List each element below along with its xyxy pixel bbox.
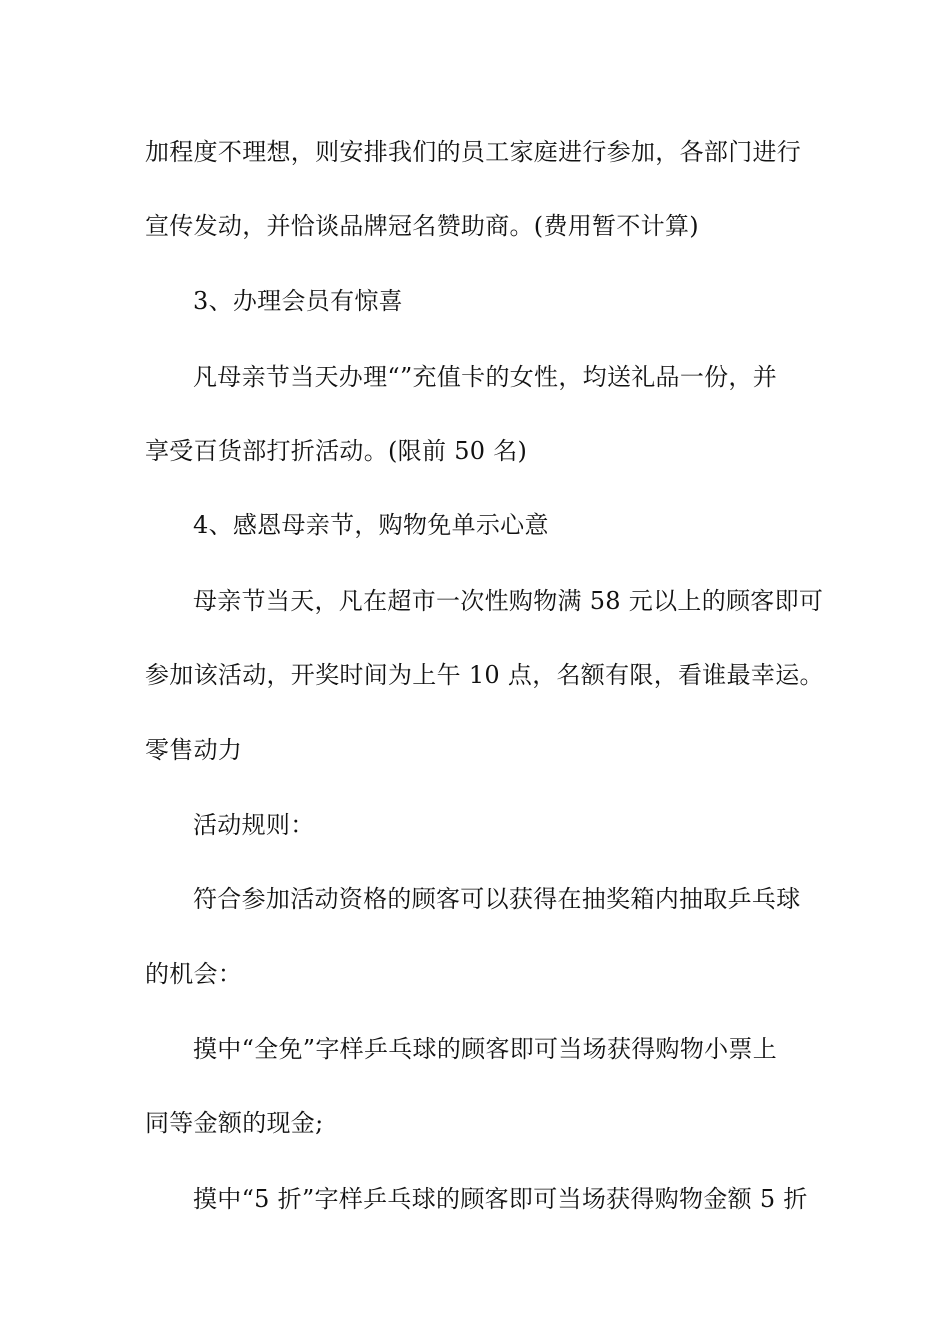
paragraph-line: 宣传发动，并恰谈品牌冠名赞助商。(费用暂不计算) <box>145 212 699 240</box>
paragraph-line: 同等金额的现金; <box>145 1109 324 1137</box>
paragraph-line: 摸中“5 折”字样乒乓球的顾客即可当场获得购物金额 5 折 <box>193 1185 808 1213</box>
paragraph-line: 凡母亲节当天办理“”充值卡的女性，均送礼品一份，并 <box>193 363 778 391</box>
section-heading: 4、感恩母亲节，购物免单示心意 <box>193 511 549 539</box>
paragraph-line: 零售动力 <box>145 736 243 764</box>
section-heading: 3、办理会员有惊喜 <box>193 287 403 315</box>
paragraph-line: 加程度不理想，则安排我们的员工家庭进行参加，各部门进行 <box>145 138 802 166</box>
paragraph-line: 享受百货部打折活动。(限前 50 名) <box>145 437 528 465</box>
paragraph-line: 母亲节当天，凡在超市一次性购物满 58 元以上的顾客即可 <box>193 587 824 615</box>
paragraph-line: 参加该活动，开奖时间为上午 10 点，名额有限，看谁最幸运。 <box>145 661 824 689</box>
paragraph-line: 符合参加活动资格的顾客可以获得在抽奖箱内抽取乒乓球 <box>193 885 801 913</box>
paragraph-line: 的机会： <box>145 960 243 988</box>
paragraph-line: 摸中“全免”字样乒乓球的顾客即可当场获得购物小票上 <box>193 1035 778 1063</box>
paragraph-line: 活动规则： <box>193 811 315 839</box>
